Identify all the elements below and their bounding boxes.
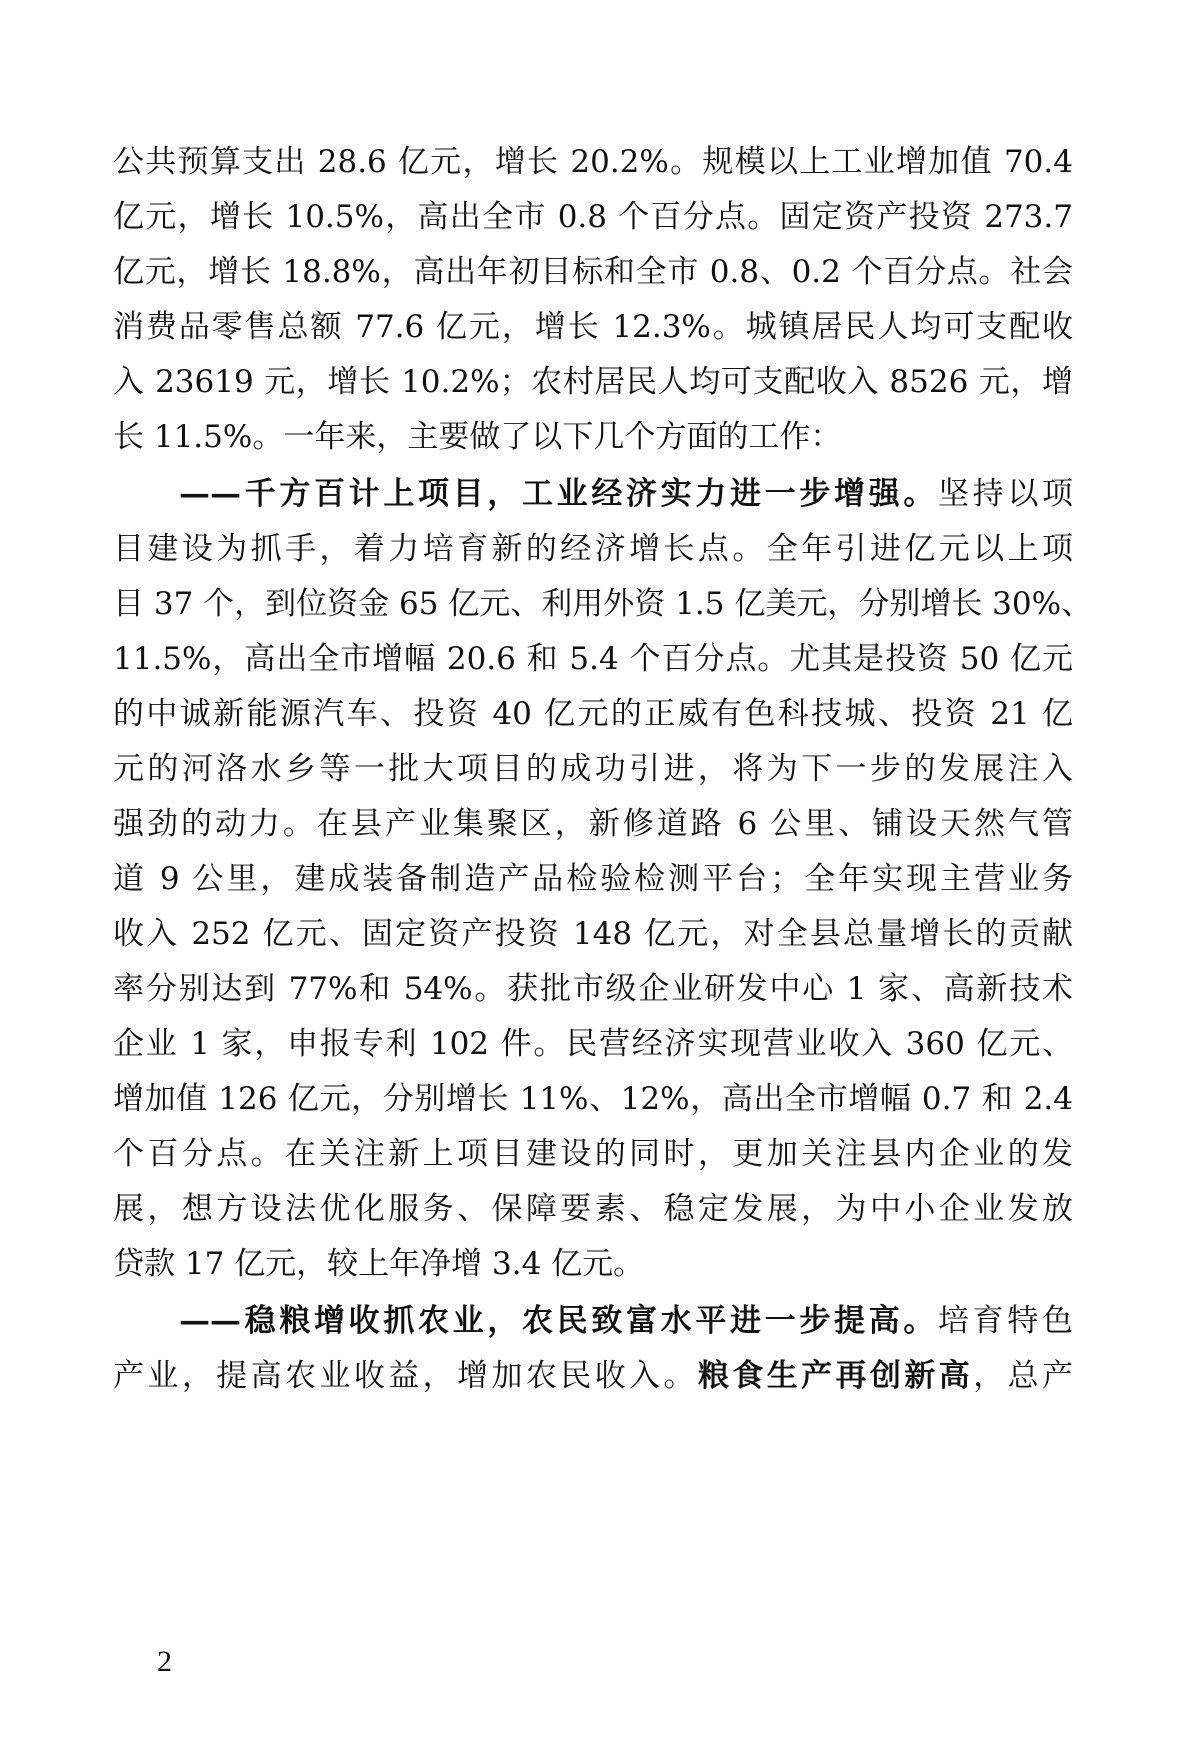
text-line: 道 9 公里，建成装备制造产品检验检测平台；全年实现主营业务	[113, 861, 1073, 897]
text-line: 强劲的动力。在县产业集聚区，新修道路 6 公里、铺设天然气管	[113, 806, 1073, 842]
text-line: 长 11.5%。一年来，主要做了以下几个方面的工作：	[113, 419, 842, 455]
text-line: 目建设为抓手，着力培育新的经济增长点。全年引进亿元以上项	[113, 531, 1073, 567]
text-line: 展，想方设法优化服务、保障要素、稳定发展，为中小企业发放	[113, 1191, 1073, 1227]
page-number: 2	[157, 1645, 172, 1678]
text-line: 率分别达到 77%和 54%。获批市级企业研发中心 1 家、高新技术	[113, 971, 1073, 1007]
text-line: 企业 1 家，申报专利 102 件。民营经济实现营业收入 360 亿元、	[113, 1026, 1073, 1062]
text-line: 亿元，增长 18.8%，高出年初目标和全市 0.8、0.2 个百分点。社会	[113, 254, 1073, 290]
section-heading-line: ——稳粮增收抓农业，农民致富水平进一步提高。培育特色	[179, 1303, 1073, 1339]
section-heading-line: ——千方百计上项目，工业经济实力进一步增强。坚持以项	[179, 476, 1073, 512]
text-line: 产业，提高农业收益，增加农民收入。粮食生产再创新高，总产	[113, 1358, 1074, 1394]
text-line: 收入 252 亿元、固定资产投资 148 亿元，对全县总量增长的贡献	[113, 916, 1073, 952]
text-line: 贷款 17 亿元，较上年净增 3.4 亿元。	[113, 1246, 645, 1282]
text-line: 公共预算支出 28.6 亿元，增长 20.2%。规模以上工业增加值 70.4	[113, 144, 1073, 180]
text-line: 增加值 126 亿元，分别增长 11%、12%，高出全市增幅 0.7 和 2.4	[113, 1081, 1073, 1117]
text-line: 元的河洛水乡等一批大项目的成功引进，将为下一步的发展注入	[113, 751, 1073, 787]
text-line: 亿元，增长 10.5%，高出全市 0.8 个百分点。固定资产投资 273.7	[113, 199, 1073, 235]
text-line: 目 37 个，到位资金 65 亿元、利用外资 1.5 亿美元，分别增长 30%、	[113, 586, 1093, 622]
inline-bold-phrase: 粮食生产再创新高	[697, 1358, 974, 1394]
section-heading-bold: ——稳粮增收抓农业，农民致富水平进一步提高。	[179, 1303, 938, 1339]
text-line: 个百分点。在关注新上项目建设的同时，更加关注县内企业的发	[113, 1136, 1073, 1172]
text-line: 的中诚新能源汽车、投资 40 亿元的正威有色科技城、投资 21 亿	[113, 696, 1073, 732]
text-line: 11.5%，高出全市增幅 20.6 和 5.4 个百分点。尤其是投资 50 亿元	[113, 641, 1073, 677]
text-line: 入 23619 元，增长 10.2%；农村居民人均可支配收入 8526 元，增	[113, 364, 1073, 400]
text-line: 消费品零售总额 77.6 亿元，增长 12.3%。城镇居民人均可支配收	[113, 309, 1073, 345]
section-heading-bold: ——千方百计上项目，工业经济实力进一步增强。	[179, 476, 938, 512]
